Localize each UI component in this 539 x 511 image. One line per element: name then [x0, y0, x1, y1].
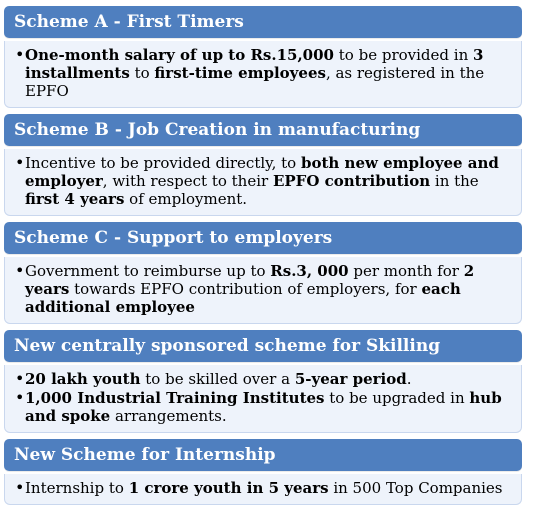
section-scheme-a [4, 6, 522, 108]
text-bold: 2 years [25, 262, 475, 298]
text-bold: EPFO contribution [272, 172, 431, 190]
text-bold: One-month salary of up to Rs.15,000 [25, 46, 334, 64]
text-normal: to be skilled over a [140, 370, 295, 388]
section-scheme-b [4, 114, 522, 216]
section-content [4, 474, 522, 505]
text-normal: Government to reimburse up to [25, 262, 271, 280]
bullet-item [15, 262, 511, 316]
text-bold: first-time employees [154, 64, 326, 82]
text-bold: 1,000 Industrial Training Institutes [25, 389, 325, 407]
bullet-item [15, 46, 511, 100]
bullet-item [15, 370, 511, 388]
text-bold: 1 crore youth in 5 years [128, 479, 329, 497]
text-bold: 5-year period [294, 370, 407, 388]
bullet-item [15, 479, 511, 497]
text-normal: Incentive to be provided directly, to [25, 154, 301, 172]
bullet-item [15, 154, 511, 208]
bullet-dot: • [15, 45, 25, 64]
section-header: New centrally sponsored scheme for Skilling [4, 330, 522, 362]
section-header: Scheme A - First Timers [4, 6, 522, 38]
text-normal: , with respect to their [102, 172, 273, 190]
scheme-infographic [4, 6, 522, 511]
text-bold: both new employee and employer [25, 154, 499, 190]
text-normal: per month for [348, 262, 464, 280]
text-normal: in 500 Top Companies [328, 479, 503, 497]
bullet-dot: • [15, 478, 25, 497]
text-normal: of employment. [124, 190, 248, 208]
text-normal: to be upgraded in [324, 389, 470, 407]
bullet-item [15, 389, 511, 425]
text-normal: in the [430, 172, 479, 190]
bullet-text [25, 479, 511, 497]
text-normal: towards EPFO contribution of employers, for [69, 280, 422, 298]
bullet-dot: • [15, 369, 25, 388]
section-header: Scheme C - Support to employers [4, 222, 522, 254]
text-bold: 20 lakh youth [25, 370, 141, 388]
bullet-text [25, 370, 511, 388]
section-content [4, 149, 522, 216]
section-content [4, 41, 522, 108]
bullet-text [25, 389, 511, 425]
text-bold: first 4 years [25, 190, 125, 208]
bullet-dot: • [15, 153, 25, 172]
text-bold: each additional employee [25, 280, 461, 316]
text-bold: hub and spoke [25, 389, 502, 425]
section-content [4, 365, 522, 433]
section-content [4, 257, 522, 324]
text-bold: 3 installments [25, 46, 484, 82]
bullet-text [25, 46, 511, 100]
text-normal: , as registered in the EPFO [25, 64, 485, 100]
text-normal: . [406, 370, 412, 388]
section-internship [4, 439, 522, 505]
text-normal: to [129, 64, 155, 82]
bullet-text [25, 262, 511, 316]
text-bold: Rs.3, 000 [270, 262, 349, 280]
section-skilling [4, 330, 522, 433]
section-header: Scheme B - Job Creation in manufacturing [4, 114, 522, 146]
bullet-dot: • [15, 261, 25, 280]
section-header: New Scheme for Internship [4, 439, 522, 471]
bullet-text [25, 154, 511, 208]
bullet-dot: • [15, 388, 25, 407]
text-normal: to be provided in [334, 46, 473, 64]
text-normal: arrangements. [110, 407, 227, 425]
text-normal: Internship to [25, 479, 129, 497]
section-scheme-c [4, 222, 522, 324]
